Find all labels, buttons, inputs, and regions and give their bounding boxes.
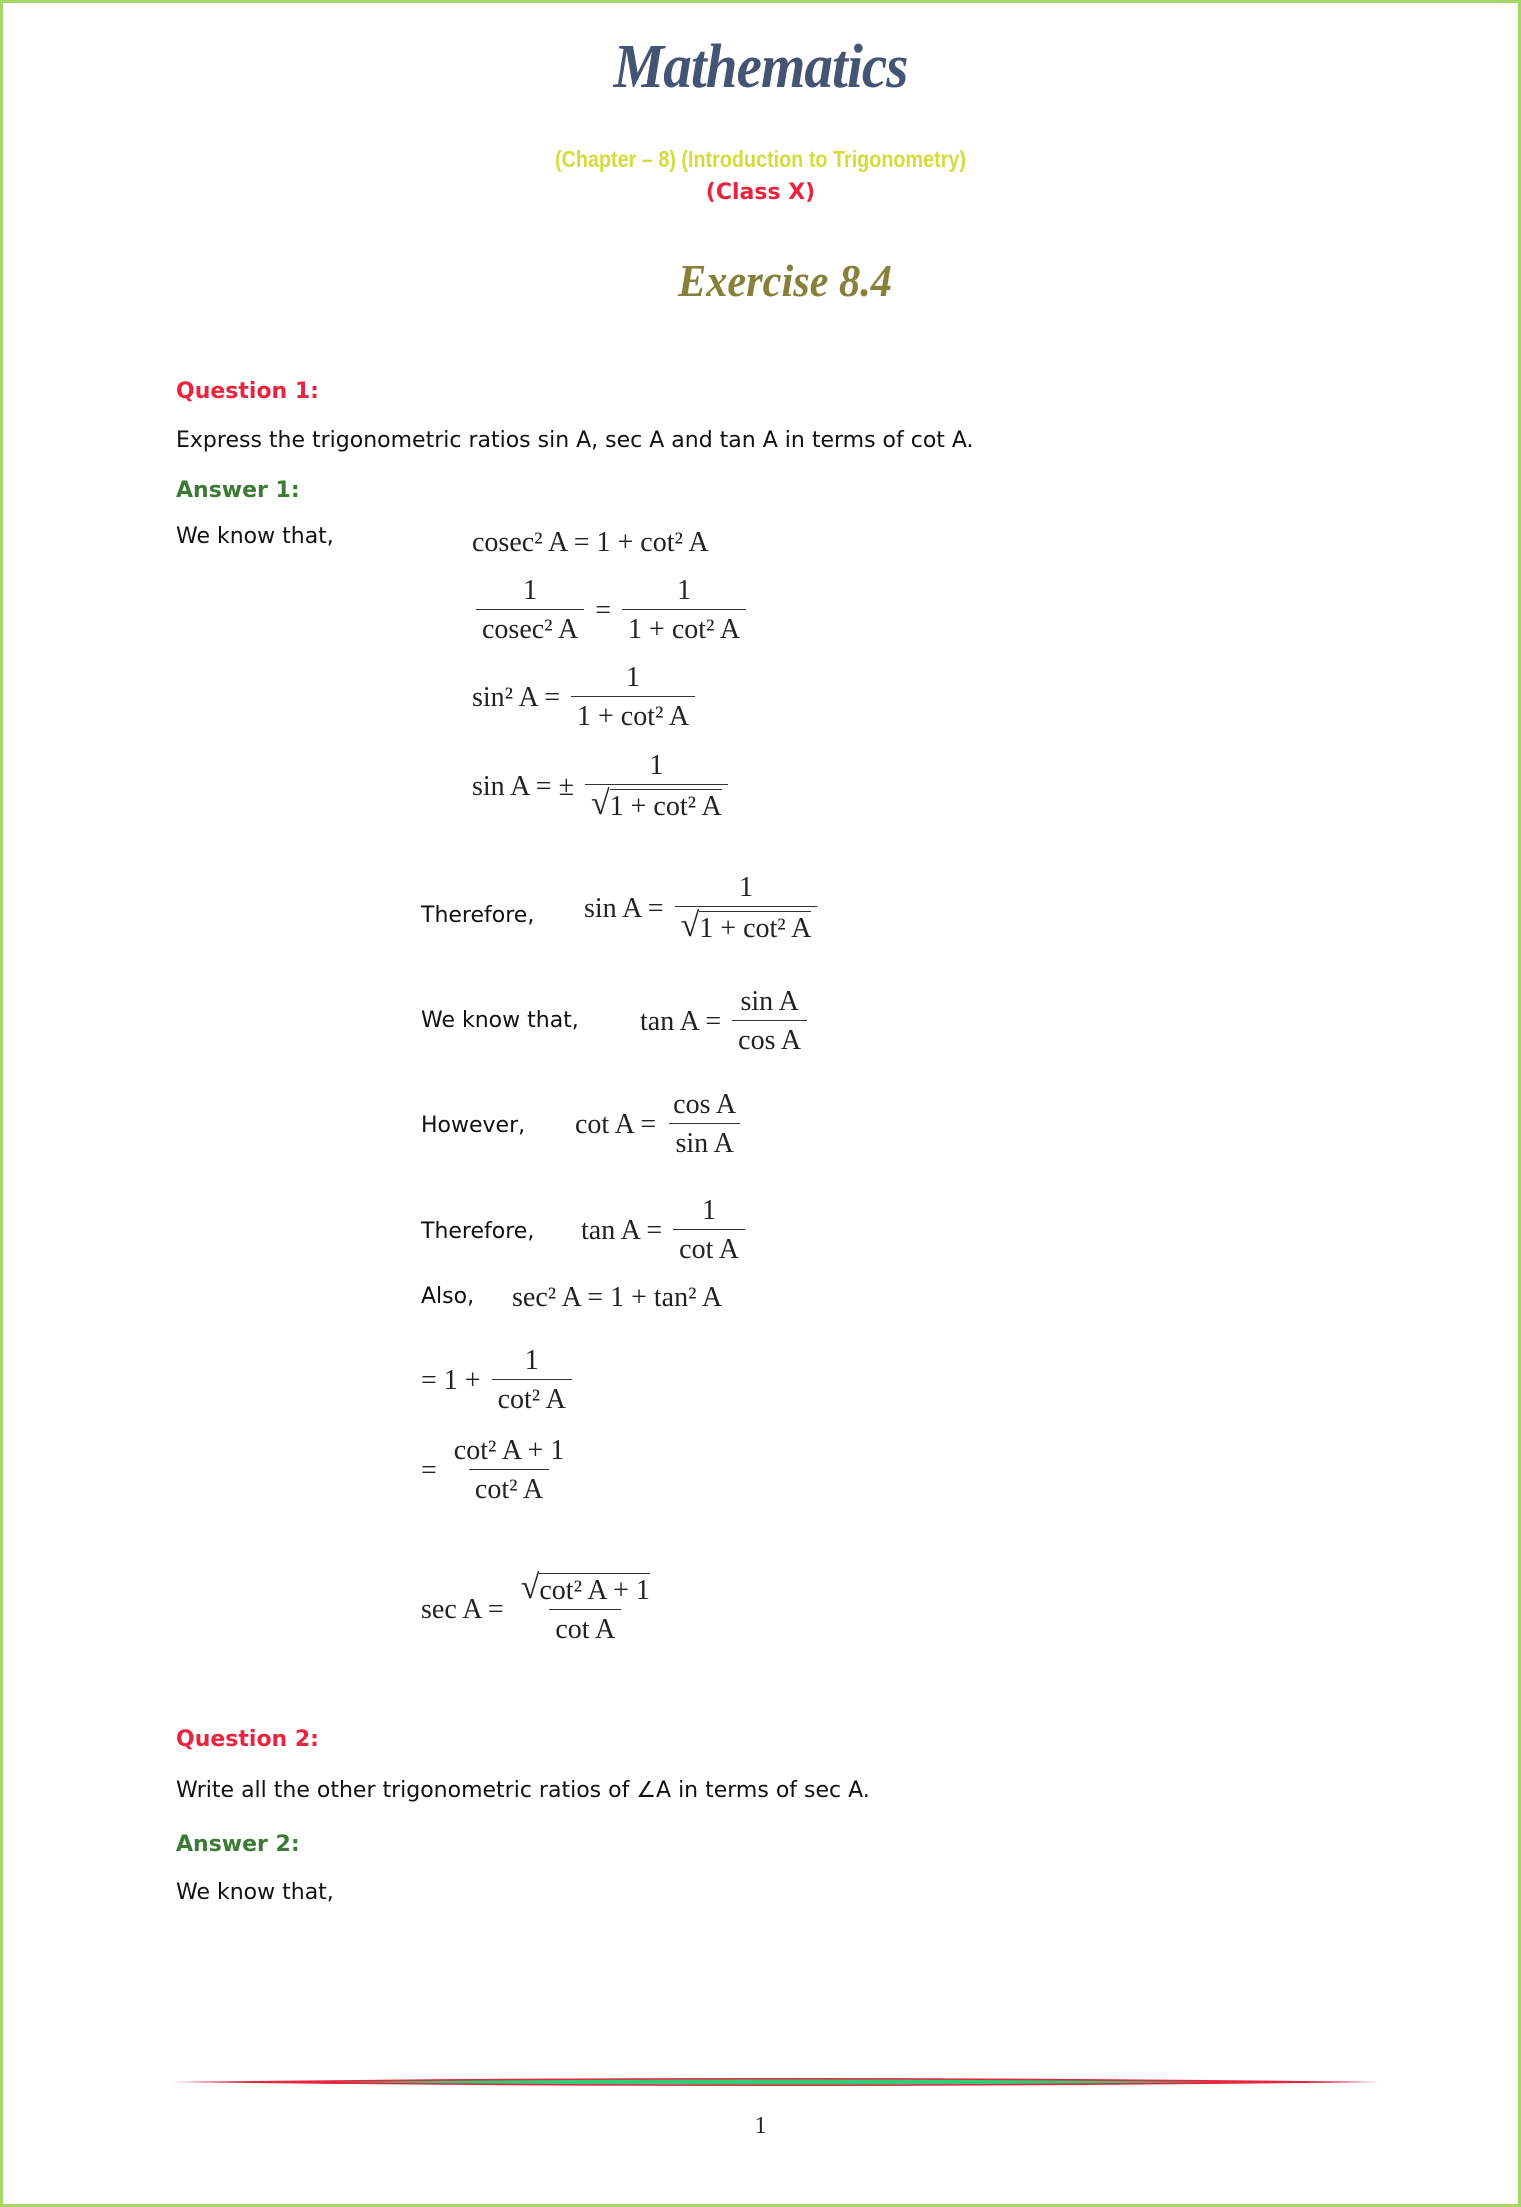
question-1-text: Express the trigonometric ratios sin A, sec A and tan A in terms of cot A. (176, 428, 974, 453)
answer-1-label: Answer 1: (176, 478, 300, 503)
page-title: Mathematics (613, 33, 908, 101)
numerator: 1 (649, 750, 664, 781)
denominator: sin A (669, 1123, 739, 1160)
denominator: cot A (673, 1229, 745, 1266)
also-text: Also, (421, 1284, 475, 1309)
class-subtitle: (Class X) (705, 180, 816, 205)
numerator: 1 (524, 1345, 539, 1376)
numerator: cot² A + 1 (539, 1575, 650, 1606)
lhs: tan A = (581, 1214, 670, 1246)
denominator: 1 + cot² A (571, 696, 695, 733)
sqrt-icon: √ (590, 785, 610, 822)
equation-7 (575, 1089, 746, 1160)
denominator: cot² A (469, 1469, 549, 1506)
question-2-text: Write all the other trigonometric ratios of ∠A in terms of sec A. (176, 1778, 870, 1803)
numerator: 1 (523, 575, 538, 606)
equation-10 (421, 1345, 576, 1416)
denominator: cos A (732, 1020, 807, 1057)
therefore-text: Therefore, (421, 1219, 535, 1244)
operator: = (588, 594, 619, 626)
numerator: cot² A + 1 (453, 1435, 565, 1466)
equation-12 (421, 1569, 660, 1646)
sqrt-icon: √ (520, 1569, 540, 1606)
numerator: cos A (673, 1089, 737, 1120)
denominator: 1 + cot² A (609, 791, 722, 822)
question-2-label: Question 2: (176, 1727, 319, 1752)
denominator: 1 + cot² A (699, 913, 812, 944)
lhs: tan A = (640, 1005, 729, 1037)
we-know-text: We know that, (176, 1880, 334, 1905)
equation-3 (472, 662, 699, 733)
equation-4 (472, 750, 732, 823)
exercise-heading: Exercise 8.4 (678, 255, 892, 306)
lhs: = (421, 1454, 444, 1486)
lhs: sin² A = (472, 681, 567, 713)
lhs: sin A = (584, 892, 671, 924)
numerator: sin A (740, 986, 799, 1017)
numerator: 1 (626, 662, 641, 693)
question-1-label: Question 1: (176, 379, 319, 404)
denominator: cot² A (492, 1379, 572, 1416)
numerator: 1 (677, 575, 692, 606)
denominator: 1 + cot² A (622, 609, 746, 646)
equation-2 (472, 575, 750, 646)
equation-1: cosec² A = 1 + cot² A (472, 527, 709, 558)
sqrt-icon: √ (680, 907, 700, 944)
footer-divider (172, 2076, 1380, 2088)
equation-9: sec² A = 1 + tan² A (512, 1282, 723, 1313)
numerator: 1 (738, 872, 753, 903)
answer-2-label: Answer 2: (176, 1832, 300, 1857)
lhs: cot A = (575, 1108, 664, 1140)
lhs: = 1 + (421, 1364, 488, 1396)
equation-11 (421, 1435, 574, 1506)
numerator: 1 (702, 1195, 717, 1226)
however-text: However, (421, 1113, 526, 1138)
denominator: cosec² A (476, 609, 584, 646)
chapter-subtitle: (Chapter – 8) (Introduction to Trigonometry) (555, 146, 966, 172)
lhs: sin A = ± (472, 770, 581, 802)
we-know-text: We know that, (421, 1008, 579, 1033)
equation-6 (640, 986, 811, 1057)
equation-5 (584, 872, 821, 945)
page-number: 1 (754, 2113, 767, 2139)
therefore-text: Therefore, (421, 903, 535, 928)
equation-8 (581, 1195, 749, 1266)
we-know-text: We know that, (176, 524, 334, 549)
lhs: sec A = (421, 1593, 511, 1625)
denominator: cot A (549, 1609, 621, 1646)
